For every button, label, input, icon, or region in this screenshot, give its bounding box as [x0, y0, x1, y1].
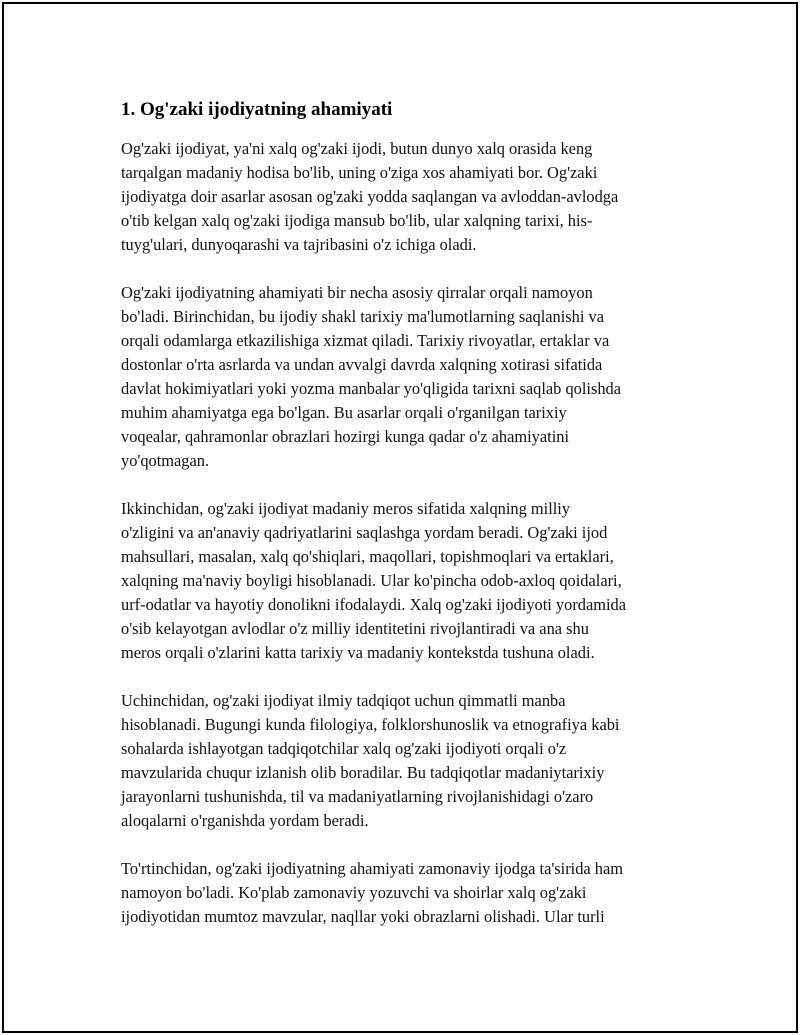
paragraph-line: ijodiyotidan mumtoz mavzular, naqllar yoki obrazlarni olishadi. Ular turli [121, 907, 605, 926]
paragraph-line: urf-odatlar va hayotiy donolikni ifodalaydi. Xalq og'zaki ijodiyoti yordamida [121, 595, 627, 614]
page-frame [2, 2, 798, 1033]
paragraph-line: muhim ahamiyatga ega bo'lgan. Bu asarlar orqali o'rganilgan tarixiy [121, 403, 567, 422]
paragraph-line: yo'qotmagan. [121, 451, 210, 470]
paragraph-line: tarqalgan madaniy hodisa bo'lib, uning o'ziga xos ahamiyati bor. Og'zaki [121, 163, 598, 182]
paragraph [121, 689, 691, 833]
paragraph-line: To'rtinchidan, og'zaki ijodiyatning ahamiyati zamonaviy ijodga ta'sirida ham [121, 859, 624, 878]
paragraph-line: davlat hokimiyatlari yoki yozma manbalar yo'qligida tarixni saqlab qolishda [121, 379, 622, 398]
paragraph-line: orqali odamlarga etkazilishiga xizmat qiladi. Tarixiy rivoyatlar, ertaklar va [121, 331, 610, 350]
paragraph-line: jarayonlarni tushunishda, til va madaniyatlarning rivojlanishidagi o'zaro [121, 787, 594, 806]
paragraph-line: ijodiyatga doir asarlar asosan og'zaki yodda saqlangan va avloddan-avlodga [121, 187, 619, 206]
paragraph-line: Og'zaki ijodiyatning ahamiyati bir necha asosiy qirralar orqali namoyon [121, 283, 593, 302]
paragraph [121, 137, 691, 257]
paragraph-line: Uchinchidan, og'zaki ijodiyat ilmiy tadqiqot uchun qimmatli manba [121, 691, 566, 710]
paragraph [121, 857, 691, 929]
paragraph-line: dostonlar o'rta asrlarda va undan avvalgi davrda xalqning xotirasi sifatida [121, 355, 603, 374]
paragraph-line: Ikkinchidan, og'zaki ijodiyat madaniy meros sifatida xalqning milliy [121, 499, 571, 518]
paragraph-line: mavzularida chuqur izlanish olib boradilar. Bu tadqiqotlar madaniytarixiy [121, 763, 605, 782]
paragraph-line: xalqning ma'naviy boyligi hisoblanadi. Ular ko'pincha odob-axloq qoidalari, [121, 571, 622, 590]
paragraph-line: tuyg'ulari, dunyoqarashi va tajribasini o'z ichiga oladi. [121, 235, 477, 254]
paragraph-line: o'tib kelgan xalq og'zaki ijodiga mansub bo'lib, ular xalqning tarixi, his- [121, 211, 593, 230]
paragraph-line: aloqalarni o'rganishda yordam beradi. [121, 811, 369, 830]
paragraph-line: o'zligini va an'anaviy qadriyatlarini saqlashga yordam beradi. Og'zaki ijod [121, 523, 608, 542]
paragraph-list [121, 137, 691, 929]
paragraph-line: bo'ladi. Birinchidan, bu ijodiy shakl tarixiy ma'lumotlarning saqlanishi va [121, 307, 604, 326]
section-heading: 1. Og'zaki ijodiyatning ahamiyati [121, 99, 393, 120]
paragraph [121, 497, 691, 665]
paragraph-line: voqealar, qahramonlar obrazlari hozirgi kunga qadar o'z ahamiyatini [121, 427, 569, 446]
paragraph-line: namoyon bo'ladi. Ko'plab zamonaviy yozuvchi va shoirlar xalq og'zaki [121, 883, 587, 902]
paragraph-line: sohalarda ishlayotgan tadqiqotchilar xalq og'zaki ijodiyoti orqali o'z [121, 739, 567, 758]
paragraph-line: o'sib kelayotgan avlodlar o'z milliy identitetini rivojlantiradi va ana shu [121, 619, 589, 638]
paragraph-line: hisoblanadi. Bugungi kunda filologiya, folklorshunoslik va etnografiya kabi [121, 715, 620, 734]
document-body [121, 97, 691, 953]
paragraph-line: meros orqali o'zlarini katta tarixiy va madaniy kontekstda tushuna oladi. [121, 643, 595, 662]
paragraph [121, 281, 691, 473]
paragraph-line: Og'zaki ijodiyat, ya'ni xalq og'zaki ijodi, butun dunyo xalq orasida keng [121, 139, 593, 158]
paragraph-line: mahsullari, masalan, xalq qo'shiqlari, maqollari, topishmoqlari va ertaklari, [121, 547, 614, 566]
